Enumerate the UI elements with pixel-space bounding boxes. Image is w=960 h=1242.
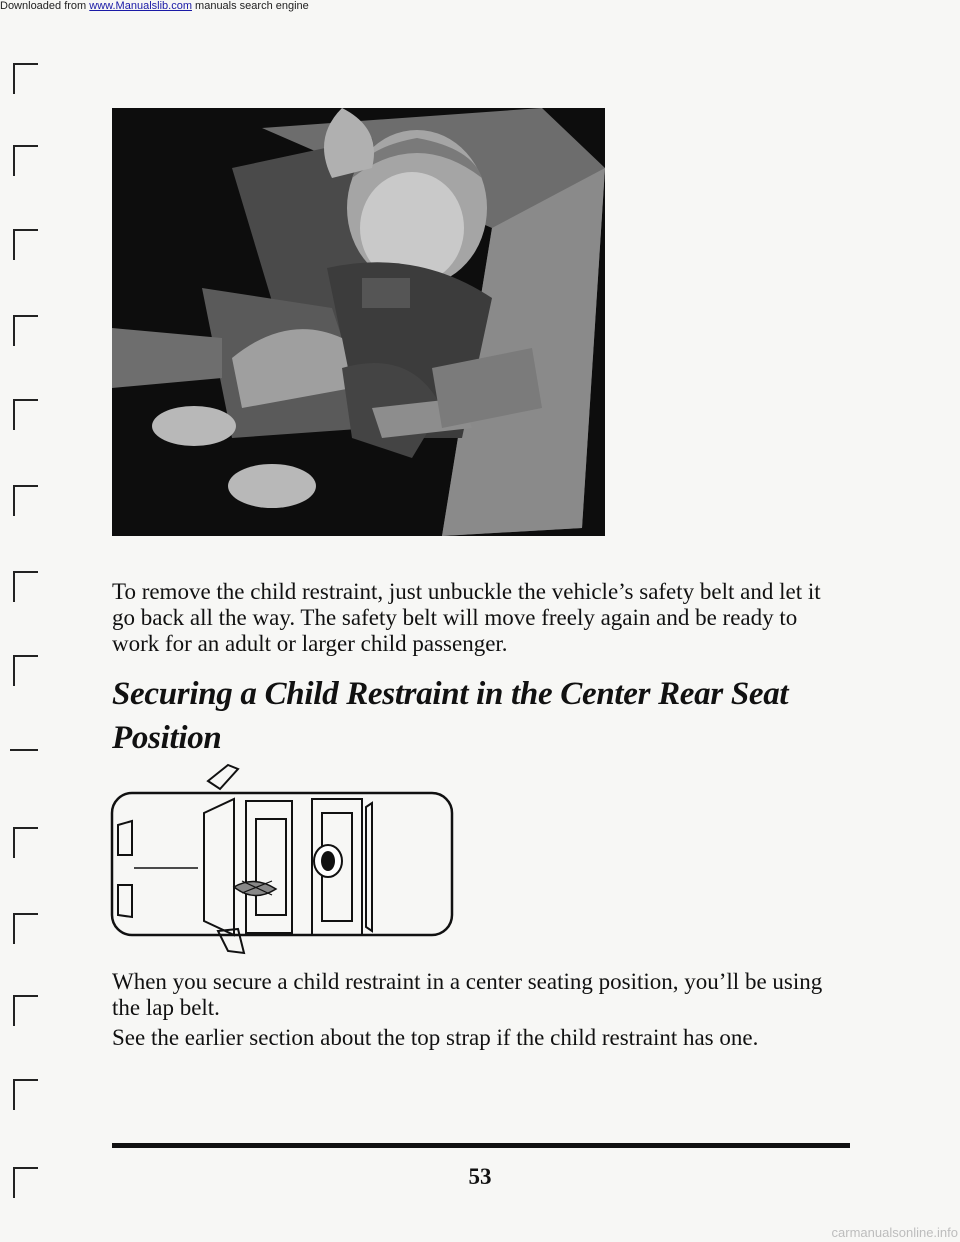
download-banner-suffix: manuals search engine [191,0,309,12]
crop-mark [8,226,40,260]
footer-rule [112,1143,850,1148]
crop-mark [8,824,40,858]
crop-mark [8,1076,40,1110]
binding-crop-marks [8,40,48,1240]
crop-mark [8,60,40,94]
footer-watermark: carmanualsonline.info [831,1225,958,1240]
vehicle-seating-diagram [104,755,454,955]
manualslib-link[interactable]: www.Manualslib.com [89,0,192,12]
crop-mark [8,568,40,602]
top-strap-paragraph: See the earlier section about the top strap if the child restraint has one. [112,1025,759,1050]
child-restraint-photo [112,108,605,536]
crop-mark [8,1164,40,1198]
crop-mark [8,142,40,176]
remove-restraint-paragraph: To remove the child restraint, just unbuckle the vehicle’s safety belt and let it go back all the way. The safety belt will move freely again and be ready to work for an adult or larger child passenger. [112,579,821,656]
crop-mark [8,396,40,430]
download-banner-prefix: Downloaded from [0,0,90,12]
crop-mark [8,652,40,686]
crop-mark [8,992,40,1026]
center-lap-belt-paragraph: When you secure a child restraint in a center seating position, you’ll be using the lap belt. [112,969,823,1020]
section-heading: Securing a Child Restraint in the Center Rear Seat Position [112,676,789,756]
crop-mark [8,312,40,346]
crop-mark [8,910,40,944]
download-banner [0,0,309,14]
crop-mark [8,736,40,770]
crop-mark [8,482,40,516]
page-number: 53 [468,1164,492,1189]
